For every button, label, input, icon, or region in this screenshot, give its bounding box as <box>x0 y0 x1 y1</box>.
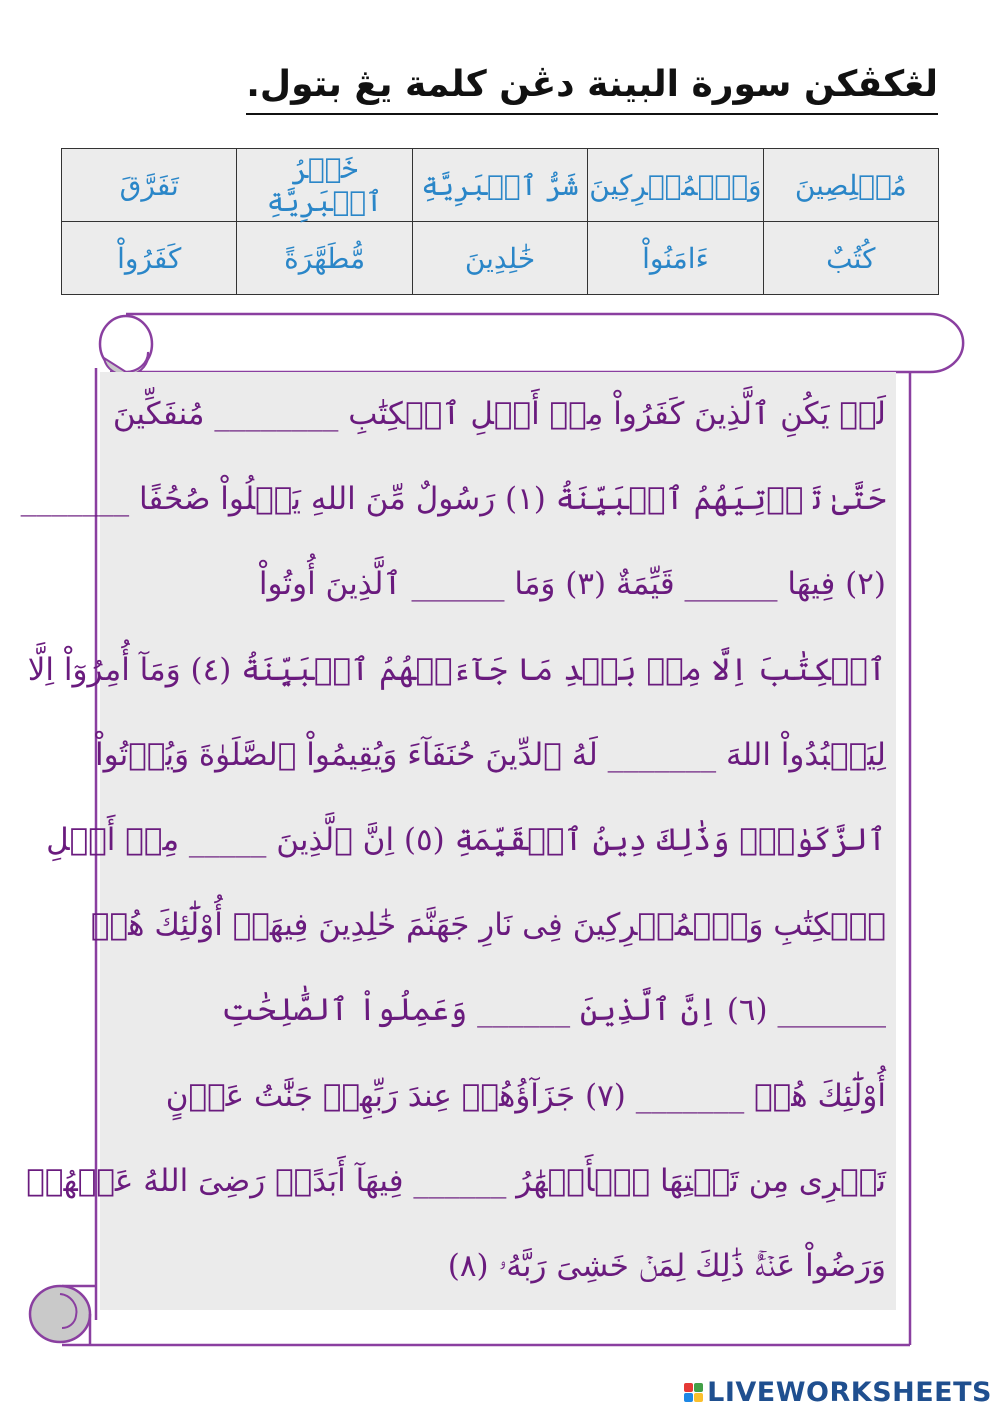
verse-line: أُوْلَٰٓئِكَ هُمۡ _______ (٧) جَزَآؤُهُمۡ عِندَ رَبِّهِمۡ جَنَّٰتُ عَدۡنٍ <box>165 1077 886 1114</box>
logo-square <box>684 1383 693 1392</box>
verse-line: تَجۡرِى مِن تَحۡتِهَا ٱلۡأَنۡهَٰرُ ______ فِيهَآ أَبَدًاۖ رَضِىَ اللهُ عَنۡهُمۡ <box>26 1162 886 1199</box>
logo-square <box>694 1393 703 1402</box>
word-bank-cell[interactable]: خَٰلِدِينَ <box>412 222 587 295</box>
word-bank-cell[interactable]: ءَامَنُواْ <box>588 222 763 295</box>
verse-line: _______ (٦) اِنَّ ٱلَّذِينَ ______ وَعَمِلُواْ ٱلصَّٰلِحَٰتِ <box>221 992 886 1029</box>
word-bank-cell[interactable]: شَرُّ ٱلۡبَرِيَّةِ <box>412 149 587 222</box>
liveworksheets-logo-text: LIVEWORKSHEETS <box>707 1376 992 1408</box>
word-bank-cell[interactable]: خَيۡرُ ٱلۡبَرِيَّةِ <box>237 149 412 222</box>
word-bank-cell[interactable]: كُتُبٌ <box>763 222 938 295</box>
word-bank-cell[interactable]: مُّطَهَّرَةً <box>237 222 412 295</box>
verse-line: ٱلۡكِتَٰبَ اِلَّا مِنۡ بَعۡدِ مَا جَآءَتۡهُمُ ٱلۡبَيِّنَةُ (٤) وَمَآ أُمِرُوٓاْ اِلَّا <box>27 651 886 688</box>
verse-line: (٢) فِيهَا ______ قَيِّمَةٌ (٣) وَمَا ______ ٱلَّذِينَ أُوتُواْ <box>258 566 886 603</box>
logo-square <box>694 1383 703 1392</box>
verse-line: لِيَعۡبُدُواْ اللهَ _______ لَهُ ٱلدِّينَ حُنَفَآءَ وَيُقِيمُواْ ٱلصَّلَوٰةَ وَيُؤۡتُواْ <box>94 736 886 773</box>
word-bank-cell[interactable]: مُخۡلِصِينَ <box>763 149 938 222</box>
logo-square <box>684 1393 693 1402</box>
word-bank-cell[interactable]: وَٱلۡمُشۡرِكِينَ <box>588 149 763 222</box>
scroll-top-roll <box>110 314 963 372</box>
verse-line: وَرَضُواْ عَنۡهُۚ ذَٰلِكَ لِمَنۡ خَشِىَ رَبَّهُۥ (٨) <box>447 1247 886 1284</box>
surah-text-panel <box>20 372 896 1310</box>
verse-line: حَتَّىٰ تَأۡتِيَهُمُ ٱلۡبَيِّنَةُ (١) رَسُولٌ مِّنَ اللهِ يَتۡلُواْ صُحُفًا _______ <box>20 481 886 518</box>
liveworksheets-logo-icon <box>684 1383 703 1402</box>
worksheet-title: لڠكڤكن سورة البينة دڠن كلمة يڠ بتول. <box>246 62 938 115</box>
liveworksheets-logo <box>684 1377 992 1407</box>
verse-line: ٱلۡكِتَٰبِ وَٱلۡمُشۡرِكِينَ فِى نَارِ جَهَنَّمَ خَٰلِدِينَ فِيهَآۚ أُوْلَٰٓئِكَ هُمۡ <box>90 907 886 944</box>
word-bank-cell[interactable]: كَفَرُواْ <box>62 222 237 295</box>
verse-line: لَمۡ يَكُنِ ٱلَّذِينَ كَفَرُواْ مِنۡ أَهۡلِ ٱلۡكِتَٰبِ ________ مُنفَكِّينَ <box>112 396 886 432</box>
verse-line: ٱلزَّكَوٰةَۚ وَذَٰلِكَ دِينُ ٱلۡقَيِّمَةِ (٥) اِنَّ ٱلَّذِينَ _____ مِنۡ أَهۡلِ <box>46 821 886 858</box>
word-bank-cell[interactable]: تَفَرَّقَ <box>62 149 237 222</box>
